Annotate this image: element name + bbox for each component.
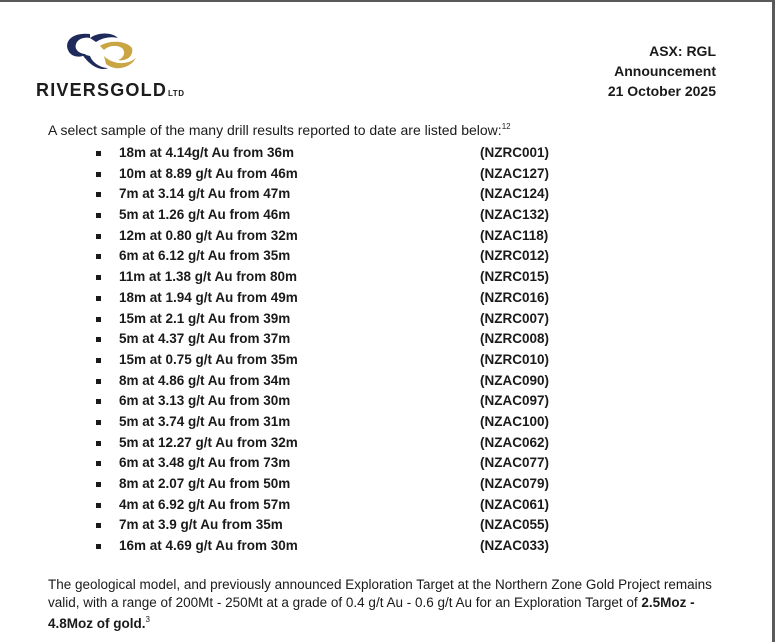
page-frame-top xyxy=(0,0,775,2)
list-item xyxy=(96,165,656,186)
drill-result-text: 11m at 1.38 g/t Au from 80m xyxy=(119,269,298,285)
drill-hole-id: (NZAC090) xyxy=(480,372,550,388)
list-item xyxy=(96,454,656,475)
bullet-icon xyxy=(96,544,101,549)
bullet-icon xyxy=(96,441,101,446)
drill-hole-id: (NZAC100) xyxy=(480,413,550,429)
logo-wordmark xyxy=(36,80,184,101)
drill-result-text: 8m at 4.86 g/t Au from 34m xyxy=(119,372,291,388)
company-logo xyxy=(36,24,216,104)
paragraph-footnote-ref: 3 xyxy=(145,615,150,624)
drill-hole-id: (NZRC016) xyxy=(480,289,550,305)
drill-result-text: 12m at 0.80 g/t Au from 32m xyxy=(119,227,298,243)
intro-sentence: A select sample of the many drill results reported to date are listed below: xyxy=(48,122,502,138)
drill-hole-id: (NZAC077) xyxy=(480,455,550,471)
list-item xyxy=(96,475,656,496)
bullet-icon xyxy=(96,420,101,425)
announcement-date: 21 October 2025 xyxy=(607,83,716,99)
drill-result-text: 5m at 3.74 g/t Au from 31m xyxy=(119,413,291,429)
drill-result-text: 5m at 12.27 g/t Au from 32m xyxy=(119,434,298,450)
list-item xyxy=(96,392,656,413)
asx-ticker: ASX: RGL xyxy=(649,43,716,59)
drill-result-text: 6m at 3.48 g/t Au from 73m xyxy=(119,455,291,471)
bullet-icon xyxy=(96,337,101,342)
intro-footnote-ref: 12 xyxy=(501,122,511,131)
drill-hole-id: (NZAC097) xyxy=(480,393,550,409)
list-item xyxy=(96,144,656,165)
list-item xyxy=(96,247,656,268)
drill-hole-id: (NZAC055) xyxy=(480,517,550,533)
drill-result-text: 4m at 6.92 g/t Au from 57m xyxy=(119,496,291,512)
list-item xyxy=(96,310,656,331)
bullet-icon xyxy=(96,192,101,197)
list-item xyxy=(96,351,656,372)
list-item xyxy=(96,289,656,310)
list-item xyxy=(96,268,656,289)
list-item xyxy=(96,330,656,351)
drill-result-text: 8m at 2.07 g/t Au from 50m xyxy=(119,476,291,491)
bullet-icon xyxy=(96,503,101,508)
bullet-icon xyxy=(96,254,101,259)
logo-suffix: LTD xyxy=(168,89,185,98)
announcement-header xyxy=(608,41,716,101)
logo-name: RIVERSGOLD xyxy=(36,80,168,100)
bullet-icon xyxy=(96,172,101,177)
drill-results-list xyxy=(96,144,656,558)
list-item xyxy=(96,413,656,434)
drill-result-text: 5m at 4.37 g/t Au from 37m xyxy=(119,331,291,347)
drill-hole-id: (NZAC033) xyxy=(480,538,550,554)
drill-result-text: 18m at 1.94 g/t Au from 49m xyxy=(119,289,298,305)
drill-hole-id: (NZRC008) xyxy=(480,331,550,347)
drill-hole-id: (NZAC118) xyxy=(480,227,549,243)
riversgold-logo-mark-icon xyxy=(60,28,140,74)
drill-hole-id: (NZRC010) xyxy=(480,351,550,367)
bullet-icon xyxy=(96,296,101,301)
drill-result-text: 7m at 3.9 g/t Au from 35m xyxy=(119,517,283,533)
bullet-icon xyxy=(96,379,101,384)
bullet-icon xyxy=(96,482,101,487)
list-item xyxy=(96,434,656,455)
bullet-icon xyxy=(96,151,101,156)
intro-text xyxy=(48,118,511,139)
drill-hole-id: (NZRC001) xyxy=(480,145,550,160)
drill-result-text: 6m at 6.12 g/t Au from 35m xyxy=(119,248,291,264)
drill-hole-id: (NZAC127) xyxy=(480,165,550,181)
drill-hole-id: (NZAC132) xyxy=(480,207,550,223)
list-item xyxy=(96,185,656,206)
list-item xyxy=(96,206,656,227)
bullet-icon xyxy=(96,317,101,322)
bullet-icon xyxy=(96,275,101,280)
bullet-icon xyxy=(96,358,101,363)
drill-hole-id: (NZAC079) xyxy=(480,476,550,491)
list-item xyxy=(96,516,656,537)
drill-hole-id: (NZRC007) xyxy=(480,310,550,326)
drill-hole-id: (NZAC062) xyxy=(480,434,550,450)
bullet-icon xyxy=(96,399,101,404)
list-item xyxy=(96,372,656,393)
paragraph-text: The geological model, and previously announced Exploration Target at the Northern Zone Gold Project remains valid, with a range of 200Mt - 250Mt at a grade of 0.4 g/t Au - 0.6 g/t Au for an Exploration Target of xyxy=(48,577,712,610)
bullet-icon xyxy=(96,523,101,528)
drill-result-text: 10m at 8.89 g/t Au from 46m xyxy=(119,165,298,181)
drill-result-text: 6m at 3.13 g/t Au from 30m xyxy=(119,393,291,409)
drill-hole-id: (NZRC015) xyxy=(480,269,550,285)
drill-result-text: 15m at 2.1 g/t Au from 39m xyxy=(119,310,291,326)
document-type: Announcement xyxy=(614,63,716,79)
geological-model-paragraph xyxy=(48,576,728,633)
drill-result-text: 18m at 4.14g/t Au from 36m xyxy=(119,145,295,160)
drill-hole-id: (NZRC012) xyxy=(480,248,550,264)
bullet-icon xyxy=(96,234,101,239)
drill-result-text: 16m at 4.69 g/t Au from 30m xyxy=(119,538,298,554)
drill-result-text: 15m at 0.75 g/t Au from 35m xyxy=(119,351,298,367)
drill-hole-id: (NZAC061) xyxy=(480,496,550,512)
paragraph-bold-text: 2.5Moz - 4.8Moz of gold. xyxy=(48,594,695,631)
drill-result-text: 7m at 3.14 g/t Au from 47m xyxy=(119,186,291,202)
list-item xyxy=(96,537,656,558)
drill-hole-id: (NZAC124) xyxy=(480,186,550,202)
list-item xyxy=(96,496,656,517)
drill-result-text: 5m at 1.26 g/t Au from 46m xyxy=(119,207,291,223)
list-item xyxy=(96,227,656,248)
bullet-icon xyxy=(96,213,101,218)
bullet-icon xyxy=(96,461,101,466)
